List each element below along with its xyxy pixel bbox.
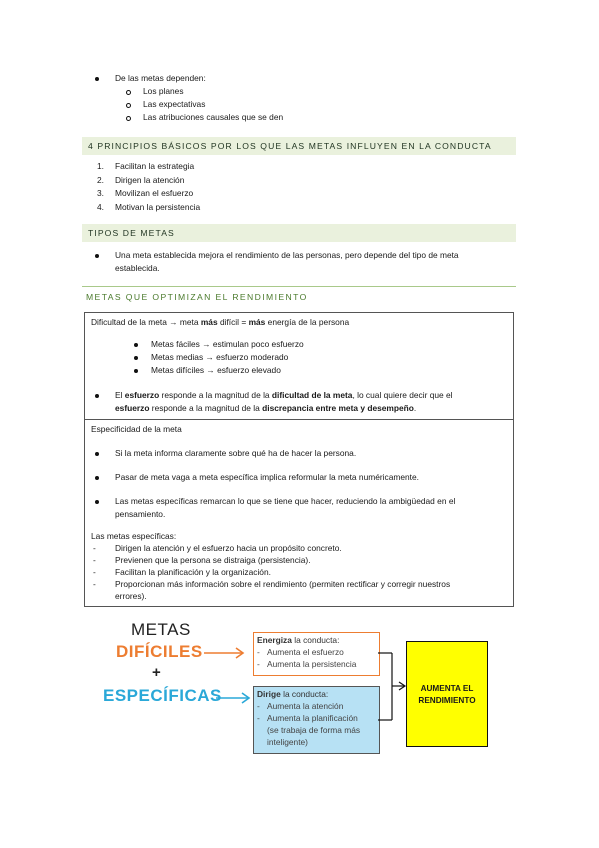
rendimiento-box — [406, 641, 488, 747]
bold-text: más — [200, 317, 218, 327]
bullet-dot — [95, 500, 99, 504]
dash: - — [257, 647, 260, 657]
dash: - — [93, 543, 96, 553]
bullet-dot — [95, 394, 99, 398]
divider — [82, 286, 516, 287]
text-span: Dificultad de la meta → meta — [91, 317, 201, 327]
section-heading-tipos — [82, 224, 516, 242]
especificidad-box — [84, 419, 514, 607]
dirige-note: inteligente) — [267, 737, 308, 747]
especificas-item: Dirigen la atención y el esfuerzo hacia un propósito concreto. — [115, 543, 342, 553]
dirige-item: Aumenta la planificación — [267, 713, 358, 723]
energiza-title — [257, 635, 339, 645]
diagram-metas: METAS — [131, 620, 191, 639]
dificultad-item: Metas medias → esfuerzo moderado — [151, 352, 289, 362]
connector-arrows-icon — [378, 640, 408, 740]
especificas-item: Facilitan la planificación y la organización. — [115, 567, 271, 577]
tipos-text: Una meta establecida mejora el rendimiento de las personas, pero depende del tipo de meta — [115, 250, 459, 260]
heading-text: 4 PRINCIPIOS BÁSICOS POR LOS QUE LAS METAS INFLUYEN EN LA CONDUCTA — [88, 141, 492, 151]
bold-text: más — [248, 317, 266, 327]
bullet-dot — [95, 452, 99, 456]
text-span: responde a la magnitud de la — [159, 390, 272, 400]
text-span: la conducta: — [291, 635, 340, 645]
principio-item: Facilitan la estrategia — [115, 161, 195, 171]
dificultad-item: Metas difíciles → esfuerzo elevado — [151, 365, 281, 375]
esfuerzo-paragraph — [115, 390, 453, 400]
bold-text: dificultad de la meta — [271, 390, 353, 400]
dificultad-box — [84, 312, 514, 420]
list-number: 4. — [97, 202, 104, 212]
diagram-plus: + — [152, 664, 161, 681]
intro-subitem: Las expectativas — [143, 99, 206, 109]
intro-subitem: Los planes — [143, 86, 184, 96]
bullet-dot — [95, 77, 99, 81]
bullet-dot — [95, 254, 99, 258]
orange-arrow-icon — [202, 646, 248, 660]
especificidad-bullet: Pasar de meta vaga a meta específica implica reformular la meta numéricamente. — [115, 472, 419, 482]
esfuerzo-paragraph — [115, 403, 416, 413]
text-span: energía de la persona — [265, 317, 350, 327]
especificidad-title: Especificidad de la meta — [91, 424, 182, 434]
section-heading-optimizan: METAS QUE OPTIMIZAN EL RENDIMIENTO — [86, 292, 308, 302]
text-span: difícil = — [217, 317, 249, 327]
energiza-item: Aumenta el esfuerzo — [267, 647, 344, 657]
heading-text: TIPOS DE METAS — [88, 228, 175, 238]
sub-bullet — [126, 116, 131, 121]
especificidad-bullet: Las metas específicas remarcan lo que se tiene que hacer, reduciendo la ambigüedad en el — [115, 496, 456, 506]
dirige-title — [257, 689, 328, 699]
blue-arrow-icon — [214, 691, 254, 705]
list-number: 3. — [97, 188, 104, 198]
section-heading-principios — [82, 137, 516, 155]
especificas-item: Previenen que la persona se distraiga (persistencia). — [115, 555, 311, 565]
diagram-dificiles: DIFÍCILES — [116, 642, 203, 661]
intro-subitem: Las atribuciones causales que se den — [143, 112, 284, 122]
intro-bullet: De las metas dependen: — [115, 73, 206, 83]
bold-text: esfuerzo — [115, 403, 150, 413]
principio-item: Dirigen la atención — [115, 175, 185, 185]
bold-text: Energiza — [257, 635, 292, 645]
dash: - — [257, 713, 260, 723]
tipos-text: establecida. — [115, 263, 160, 273]
bullet-dot — [134, 356, 138, 360]
principio-item: Movilizan el esfuerzo — [115, 188, 194, 198]
principio-item: Motivan la persistencia — [115, 202, 201, 212]
bold-text: esfuerzo — [124, 390, 160, 400]
dificultad-item: Metas fáciles → estimulan poco esfuerzo — [151, 339, 304, 349]
dash: - — [93, 555, 96, 565]
rendimiento-text: RENDIMIENTO — [418, 696, 476, 705]
text-span: El — [115, 390, 125, 400]
dash: - — [257, 701, 260, 711]
dirige-note: (se trabaja de forma más — [267, 725, 361, 735]
dash: - — [93, 567, 96, 577]
sub-bullet — [126, 103, 131, 108]
bullet-dot — [95, 476, 99, 480]
especificidad-bullet: pensamiento. — [115, 509, 166, 519]
bold-text: discrepancia entre meta y desempeño — [262, 403, 414, 413]
diagram-especificas: ESPECÍFICAS — [103, 686, 222, 705]
list-number: 2. — [97, 175, 104, 185]
bullet-dot — [134, 369, 138, 373]
especificas-item-cont: errores). — [115, 591, 147, 601]
text-span: , lo cual quiere decir que el — [352, 390, 453, 400]
dificultad-title — [91, 317, 349, 327]
text-span: la conducta: — [280, 689, 329, 699]
bullet-dot — [134, 343, 138, 347]
dash: - — [257, 659, 260, 669]
dash: - — [93, 579, 96, 589]
list-number: 1. — [97, 161, 104, 171]
especificas-list-title: Las metas específicas: — [91, 531, 177, 541]
energiza-item: Aumenta la persistencia — [267, 659, 357, 669]
rendimiento-text: AUMENTA EL — [420, 684, 474, 693]
dirige-box — [253, 686, 380, 754]
text-span: responde a la magnitud de la — [149, 403, 263, 413]
especificidad-bullet: Si la meta informa claramente sobre qué ha de hacer la persona. — [115, 448, 357, 458]
energiza-box — [253, 632, 380, 676]
dirige-item: Aumenta la atención — [267, 701, 344, 711]
text-span: . — [413, 403, 417, 413]
sub-bullet — [126, 90, 131, 95]
bold-text: Dirige — [257, 689, 281, 699]
especificas-item: Proporcionan más información sobre el rendimiento (permiten rectificar y corregir nuestros — [115, 579, 451, 589]
